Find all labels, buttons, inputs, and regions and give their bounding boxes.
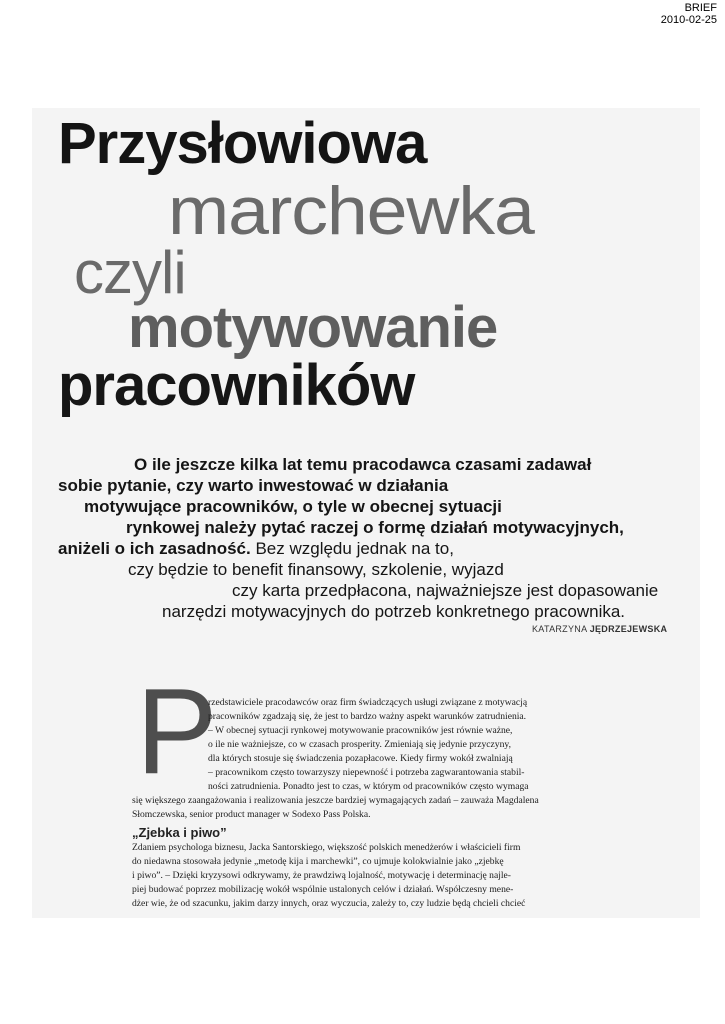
- body-line: piej budować poprzez mobilizację wokół wspólnie ustalonych celów i działań. Współczesny mene-: [132, 884, 514, 895]
- body-line: dla których stosuje się świadczenia pozapłacowe. Kiedy firmy wokół zwalniają: [208, 753, 513, 764]
- body-line: – pracownikom często towarzyszy niepewność i potrzeba zagwarantowania stabil-: [208, 767, 525, 778]
- lead-line-3: motywujące pracowników, o tyle w obecnej sytuacji: [84, 497, 502, 516]
- body-line: Zdaniem psychologa biznesu, Jacka Santorskiego, większość polskich menedżerów i właścicieli firm: [132, 842, 521, 853]
- drop-cap: P: [136, 663, 218, 799]
- headline-line-2: marchewka: [168, 173, 534, 249]
- document-stamp: [661, 2, 717, 26]
- body-line: ności zatrudnienia. Ponadto jest to czas, w którym od pracowników często wymaga: [208, 781, 529, 792]
- lead-line-6: czy będzie to benefit finansowy, szkolenie, wyjazd: [128, 560, 504, 579]
- author-byline: KATARZYNA JĘDRZEJEWSKA: [532, 624, 668, 634]
- body-line: Słomczewska, senior product manager w Sodexo Pass Polska.: [132, 809, 371, 820]
- headline-line-3: czyli: [74, 239, 186, 306]
- lead-line-2: sobie pytanie, czy warto inwestować w działania: [58, 476, 449, 495]
- body-line: i piwo”. – Dzięki kryzysowi odkrywamy, że prawdziwą lojalność, motywację i determinację najle-: [132, 870, 511, 881]
- lead-line-8: narzędzi motywacyjnych do potrzeb konkretnego pracownika.: [162, 602, 626, 621]
- section-subheading: „Zjebka i piwo”: [132, 825, 227, 840]
- body-line: – W obecnej sytuacji rynkowej motywowanie pracowników jest równie ważne,: [208, 725, 513, 736]
- stamp-date: 2010-02-25: [660, 14, 717, 26]
- lead-line-5: aniżeli o ich zasadność. Bez względu jednak na to,: [58, 539, 454, 558]
- headline-line-4: motywowanie: [128, 295, 498, 360]
- body-line: pracowników zgadzają się, że jest to bardzo ważny aspekt warunków zatrudnienia.: [208, 711, 527, 722]
- body-line: rzedstawiciele pracodawców oraz firm świadczących usługi związane z motywacją: [208, 697, 528, 708]
- body-line: się większego zaangażowania i realizowania jeszcze bardziej wymagających zadań – zauważa Magdalena: [132, 795, 539, 806]
- headline-line-5: pracowników: [58, 353, 415, 418]
- stamp-source: BRIEF: [684, 2, 717, 14]
- body-line: do niedawna stosowała jedynie „metodę kija i marchewki”, co ujmuje kolokwialnie jako „zjebkę: [132, 856, 504, 867]
- body-line: dżer wie, że od szacunku, jakim darzy innych, oraz wyczucia, zależy to, czy ludzie będą chcieli chcieć: [132, 898, 526, 909]
- lead-line-7: czy karta przedpłacona, najważniejsze jest dopasowanie: [232, 581, 659, 600]
- lead-line-4: rynkowej należy pytać raczej o formę działań motywacyjnych,: [126, 518, 624, 537]
- body-line: o ile nie ważniejsze, co w czasach prosperity. Zmieniają się jedynie przyczyny,: [208, 739, 511, 750]
- lead-line-1: O ile jeszcze kilka lat temu pracodawca czasami zadawał: [134, 455, 592, 474]
- scanned-article-page: [32, 108, 700, 918]
- headline-line-1: Przysłowiowa: [58, 111, 427, 176]
